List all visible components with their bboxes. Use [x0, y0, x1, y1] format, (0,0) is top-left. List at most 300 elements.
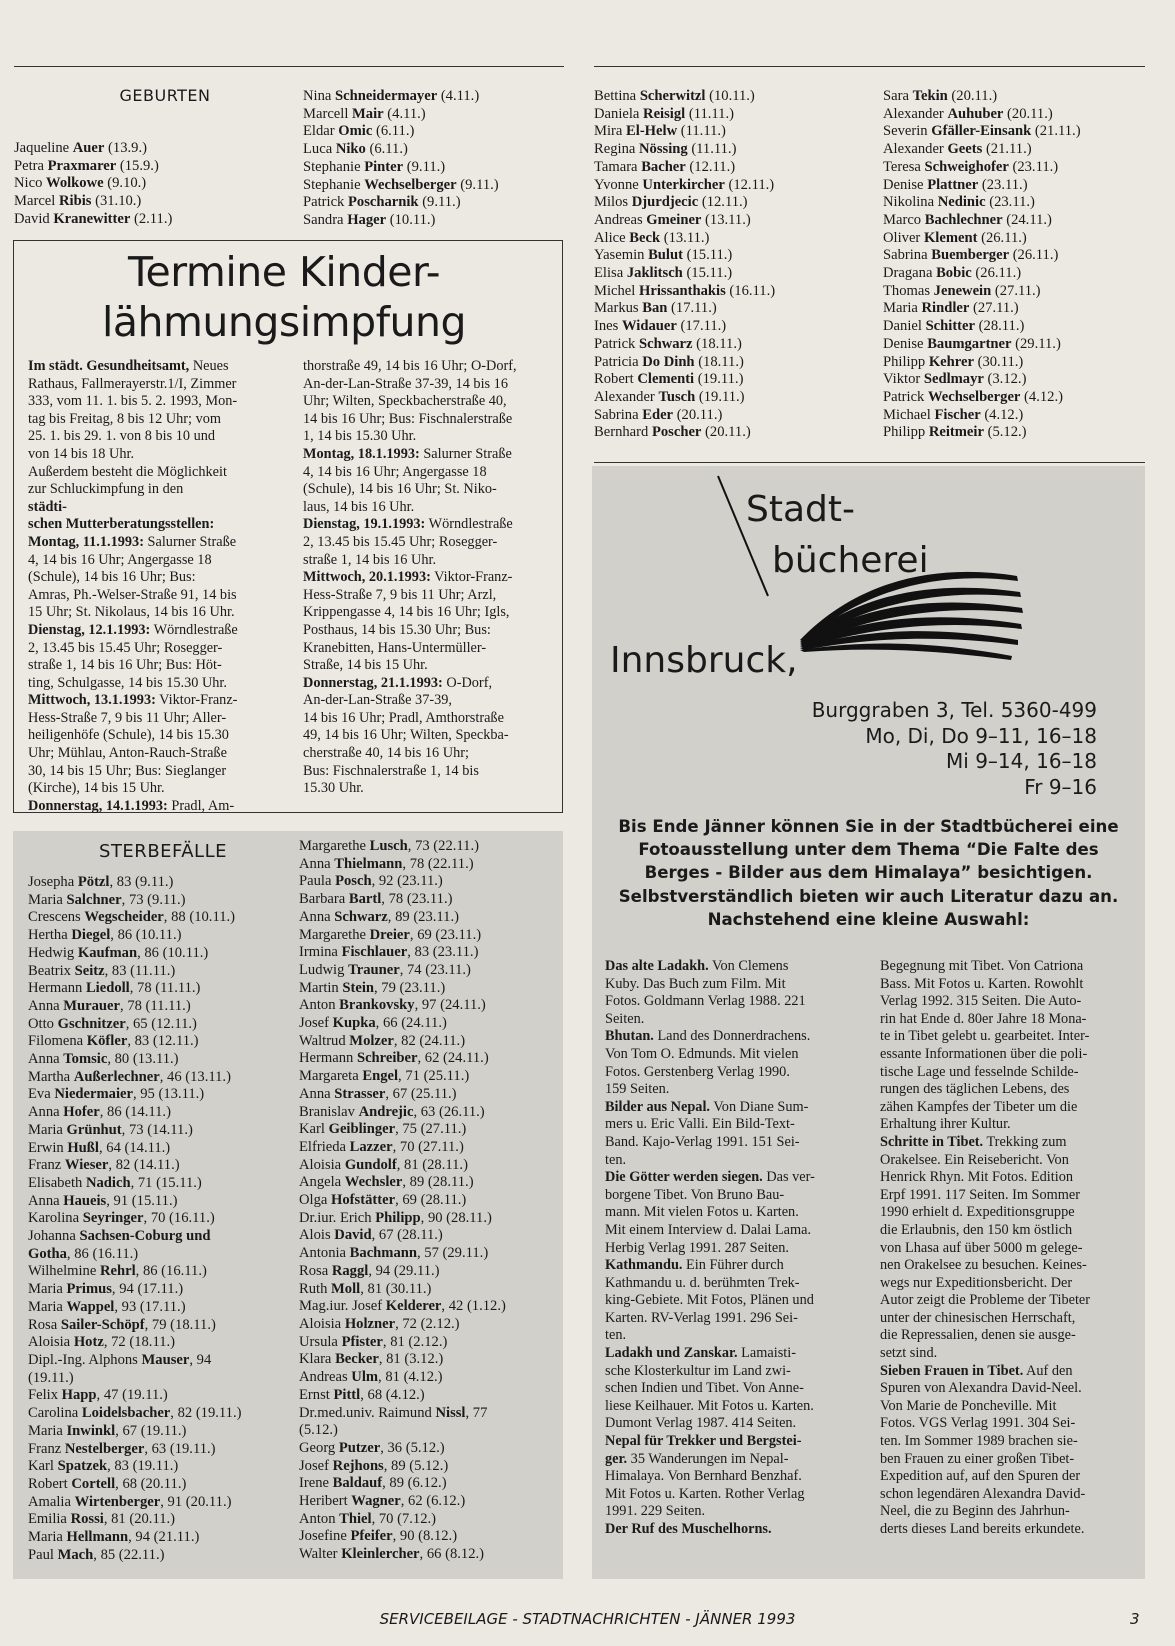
death-entry-post: , 94 (17.11.) — [111, 1281, 184, 1298]
book-line-text: wegs nur Expeditionsbericht. Der — [880, 1274, 1073, 1291]
death-entry — [28, 980, 288, 998]
death-entry-pre: Rosa — [299, 1262, 332, 1279]
birth-entry-pre: Eldar — [303, 123, 339, 140]
birth-entry-pre: Sara — [883, 88, 913, 104]
book-line-text: zähen Kampfes der Tibeter um die — [880, 1098, 1078, 1115]
death-entry-bold: Köfler — [86, 1033, 128, 1050]
birth-entry-bold: Eder — [642, 406, 674, 423]
book-line-text: Begegnung mit Tibet. Von Catriona — [880, 958, 1084, 974]
death-entry-pre: Emilia — [28, 1511, 71, 1528]
death-entry-pre: Maria — [28, 1298, 67, 1315]
birth-entry-post: (12.11.) — [685, 158, 736, 175]
death-entry-post: , 66 (24.11.) — [375, 1015, 447, 1032]
death-entry-pre: Maria — [28, 1281, 67, 1298]
buecherei-logo-stadt: Stadt- — [746, 489, 855, 530]
birth-entry-pre: Sabrina — [883, 247, 932, 264]
birth-entry-post: (23.11.) — [978, 176, 1028, 193]
birth-entry-post: (24.11.) — [1002, 211, 1052, 228]
impfung-line — [303, 446, 558, 464]
book-line — [880, 958, 1142, 976]
birth-entry-post: (29.11.) — [1011, 335, 1061, 352]
death-entry — [28, 1016, 288, 1034]
birth-entry-bold: Djurdjecic — [631, 194, 699, 211]
birth-entry-bold: Nedinic — [937, 194, 986, 211]
book-line-text: Fotos. Goldmann Verlag 1988. 221 — [605, 993, 806, 1010]
death-entry-pre: Dr.med.univ. Raimund — [299, 1404, 436, 1421]
death-entry-bold: Lusch — [369, 838, 408, 854]
death-entry — [299, 1351, 561, 1369]
book-line-bold: Sieben Frauen in Tibet. — [880, 1362, 1024, 1379]
birth-entry-pre: Marco — [883, 211, 925, 228]
impfung-line-text: Rathaus, Fallmerayerstr.1/I, Zimmer — [28, 375, 237, 392]
death-entry — [299, 1050, 561, 1068]
death-entry-post: , 81 (3.12.) — [378, 1351, 444, 1368]
impfung-line — [303, 534, 558, 552]
death-entry-post: , 70 (7.12.) — [371, 1510, 437, 1527]
death-entry-bold: Salchner — [66, 891, 122, 908]
birth-entry-pre: Marcell — [303, 105, 353, 122]
birth-entry — [594, 194, 874, 212]
book-line-text: rungen des täglichen Lebens, des — [880, 1081, 1070, 1098]
birth-entry-bold: Bobic — [936, 265, 972, 282]
footer-title: SERVICEBEILAGE - STADTNACHRICHTEN - JÄNNER 1993 — [379, 1610, 796, 1628]
buecherei-hours-mi: Mi 9–14, 16–18 — [946, 749, 1097, 773]
birth-entry-post: (17.11.) — [667, 300, 717, 317]
book-line — [880, 1398, 1142, 1416]
book-line-bold: Kathmandu. — [605, 1257, 683, 1274]
birth-entry-bold: Mair — [352, 105, 384, 122]
book-line-text: Auf den — [1023, 1362, 1073, 1379]
buecherei-rule — [594, 462, 1145, 463]
death-entry-pre: Anna — [299, 908, 335, 925]
birth-entry-bold: Auhuber — [947, 105, 1004, 122]
death-entry-pre: Elfrieda — [299, 1138, 350, 1155]
impfung-line-bold: Dienstag, 19.1.1993: — [303, 516, 426, 533]
death-entry-bold: David — [334, 1227, 372, 1244]
birth-entry — [594, 106, 874, 124]
book-line — [605, 1152, 867, 1170]
death-entry-bold: Gschnitzer — [57, 1015, 126, 1032]
birth-entry — [594, 123, 874, 141]
birth-entry-pre: Markus — [594, 300, 643, 317]
death-entry-post: , 72 (18.11.) — [103, 1334, 176, 1351]
death-entry-bold: Primus — [66, 1281, 112, 1298]
birth-entry — [594, 230, 874, 248]
book-line — [605, 993, 867, 1011]
death-entry-bold: Fischlauer — [341, 944, 408, 961]
death-entry — [28, 1476, 288, 1494]
impfung-line — [303, 499, 558, 517]
birth-entry — [883, 424, 1153, 442]
death-entry — [299, 980, 561, 998]
birth-entry-post: (21.11.) — [1031, 123, 1081, 140]
book-line — [605, 1169, 867, 1187]
death-entry — [299, 1174, 561, 1192]
birth-entry-bold: Bacher — [641, 158, 686, 175]
announcement-line: Bis Ende Jänner können Sie in der Stadtbücherei eine — [618, 817, 1119, 836]
death-entry-post: , 86 (14.11.) — [99, 1104, 171, 1121]
death-entry — [299, 997, 561, 1015]
death-entry-bold: Außerlechner — [73, 1068, 160, 1085]
book-line-text: schon legendären Alexandra David- — [880, 1485, 1086, 1502]
death-entry-bold: Bachmann — [349, 1245, 417, 1262]
death-entry — [299, 1086, 561, 1104]
death-entry-post: , 75 (27.11.) — [395, 1121, 467, 1138]
death-entry-bold: Nestelberger — [64, 1440, 145, 1457]
death-entry-pre: Irene — [299, 1475, 333, 1492]
birth-entry-pre: Stephanie — [303, 158, 365, 175]
impfung-column-1 — [28, 358, 283, 815]
death-entry-pre: Elisabeth — [28, 1174, 86, 1191]
death-entry-bold: Gundolf — [344, 1156, 397, 1173]
impfung-line-text: Wörndlestraße — [150, 621, 238, 638]
book-line-text: te in Tibet gelebt u. gearbeitet. Inter- — [880, 1028, 1090, 1045]
death-entry — [28, 1281, 288, 1299]
impfung-line — [28, 376, 283, 394]
book-line-text: nen Orakelsee zu besuchen. Keines- — [880, 1257, 1087, 1274]
death-entry-bold: Raggl — [331, 1262, 369, 1279]
death-entry — [299, 1245, 561, 1263]
book-line-text: Kuby. Das Buch zum Film. Mit — [605, 975, 786, 992]
impfung-line — [303, 727, 558, 745]
impfung-box — [13, 240, 563, 813]
death-entry-post: , 83 (11.11.) — [104, 962, 176, 979]
birth-entry — [303, 177, 563, 195]
death-entry-post: , 63 (19.11.) — [144, 1440, 216, 1457]
birth-entry-bold: Bachlechner — [924, 211, 1003, 228]
death-entry-pre: Andreas — [299, 1369, 352, 1386]
birth-entry-bold: Do Dinh — [642, 353, 695, 370]
death-entry-pre: Beatrix — [28, 962, 75, 979]
book-line — [605, 1433, 867, 1451]
birth-entry-post: (5.12.) — [983, 424, 1027, 441]
buecherei-address: Burggraben 3, Tel. 5360-499 — [811, 698, 1097, 722]
birth-entry-post: (15.9.) — [116, 157, 159, 174]
birth-entry-pre: Nikolina — [883, 194, 938, 211]
impfung-line-text: 4, 14 bis 16 Uhr; Angergasse 18 — [28, 551, 212, 568]
death-entry — [299, 1546, 561, 1564]
birth-entry — [14, 193, 284, 211]
birth-entry — [883, 336, 1153, 354]
death-entry — [299, 1263, 561, 1281]
death-entry-post: , 89 (23.11.) — [387, 908, 459, 925]
book-line — [605, 1380, 867, 1398]
birth-entry-pre: David — [14, 210, 54, 227]
death-entry — [28, 1069, 288, 1087]
birth-entry-bold: Ban — [642, 300, 668, 317]
death-entry-pre: Maria — [28, 891, 67, 908]
impfung-line — [28, 798, 283, 816]
impfung-line-text: ting, Schulgasse, 14 bis 15.30 Uhr. — [28, 674, 227, 691]
birth-entry — [883, 212, 1153, 230]
book-line-text: Autor zeigt die Probleme der Tibeter — [880, 1292, 1091, 1309]
book-line-text: Verlag 1992. 315 Seiten. Die Auto- — [880, 993, 1082, 1010]
death-entry — [299, 891, 561, 909]
death-entry-bold: Dreier — [369, 926, 410, 943]
book-line-text: die Erlaubnis, den 150 km östlich — [880, 1221, 1073, 1238]
death-entry-bold: Brankovsky — [339, 997, 415, 1014]
death-entry-post: (19.11.) — [28, 1369, 74, 1386]
birth-entry-bold: Gfäller-Einsank — [931, 123, 1032, 140]
death-entry-post: , 86 (10.11.) — [110, 927, 182, 944]
book-line — [880, 993, 1142, 1011]
book-line — [880, 1187, 1142, 1205]
death-entry-bold: Hofstätter — [331, 1192, 396, 1209]
death-entry — [28, 1263, 288, 1281]
death-entry-bold: Tomsic — [63, 1051, 108, 1068]
impfung-line — [28, 516, 283, 534]
birth-entry — [594, 318, 874, 336]
death-entry-post: , 78 (11.11.) — [120, 997, 191, 1014]
death-entry-pre: Aloisia — [299, 1156, 345, 1173]
death-entry-pre: Alois — [299, 1227, 335, 1244]
death-entry-pre: Hermann — [299, 1050, 357, 1067]
birth-entry-pre: Milos — [594, 194, 632, 211]
book-line — [880, 1046, 1142, 1064]
impfung-line — [28, 692, 283, 710]
birth-entry-bold: Poscharnik — [348, 194, 419, 211]
birth-entry-pre: Nico — [14, 175, 47, 192]
death-entry-bold: Engel — [362, 1068, 399, 1085]
death-entry-bold: Mach — [57, 1546, 94, 1563]
birth-entry-post: (11.11.) — [687, 141, 737, 158]
death-entry-post: , 71 (15.11.) — [130, 1174, 202, 1191]
announcement-line: Fotoausstellung unter dem Thema “Die Falte des — [638, 840, 1099, 860]
impfung-line-text: Uhr; Wilten, Speckbacherstraße 40, — [303, 393, 507, 410]
birth-entry-post: (26.11.) — [977, 229, 1027, 246]
birth-entry-post: (20.11.) — [673, 406, 723, 423]
book-line-text: derts dieses Land bereits erkundete. — [880, 1521, 1085, 1537]
birth-entry-pre: Daniela — [594, 105, 644, 122]
impfung-line — [28, 393, 283, 411]
book-line-text: Mit einem Interview d. Dalai Lama. — [605, 1221, 812, 1238]
impfung-line-text: Pradl, Am- — [167, 797, 235, 814]
death-entry-bold: Schwarz — [334, 908, 388, 925]
birth-entry — [594, 88, 874, 106]
death-entry-pre: Josef — [299, 1457, 333, 1474]
impfung-line — [303, 640, 558, 658]
death-entry-bold: Nadich — [85, 1174, 131, 1191]
book-line-text: ben Frauen zu einer großen Tibet- — [880, 1450, 1075, 1467]
birth-entry-post: (4.12.) — [980, 406, 1024, 423]
book-line-text: 159 Seiten. — [605, 1081, 670, 1098]
book-line-bold: Der Ruf des Muschelhorns. — [605, 1521, 772, 1537]
birth-entry-post: (13.9.) — [104, 140, 147, 156]
death-entry-post: , 81 (4.12.) — [378, 1369, 443, 1386]
impfung-line-text: straße 1, 14 bis 16 Uhr. — [303, 551, 437, 568]
impfung-line — [303, 411, 558, 429]
birth-entry — [303, 106, 563, 124]
birth-entry-post: (21.11.) — [982, 141, 1032, 158]
birth-entry — [883, 283, 1153, 301]
impfung-line-bold: Mittwoch, 13.1.1993: — [28, 692, 156, 709]
book-line-text: Dumont Verlag 1987. 414 Seiten. — [605, 1415, 797, 1432]
book-line — [605, 1398, 867, 1416]
birth-entry-post: (6.11.) — [372, 123, 415, 140]
sterbefaelle-column-1 — [28, 874, 288, 1564]
death-entry-bold: Hofer — [63, 1104, 100, 1121]
book-logo-graphic — [592, 466, 1145, 726]
death-entry-pre: Rosa — [28, 1316, 61, 1333]
death-entry-post: , 82 (19.11.) — [170, 1405, 242, 1422]
death-entry-bold: Wagner — [351, 1493, 401, 1510]
birth-entry-bold: Kehrer — [928, 353, 974, 370]
death-entry-bold: Liedoll — [85, 980, 130, 997]
birth-entry-bold: El-Helw — [626, 123, 678, 140]
birth-entry — [883, 177, 1153, 195]
death-entry — [299, 1104, 561, 1122]
impfung-line — [28, 411, 283, 429]
book-line-text: Karten. RV-Verlag 1991. 296 Sei- — [605, 1309, 798, 1326]
death-entry-pre: Filomena — [28, 1033, 87, 1050]
death-entry-bold: Thiel — [339, 1510, 372, 1527]
birth-entry-bold: Bulut — [648, 247, 683, 264]
impfung-line-text: Viktor-Franz- — [430, 569, 513, 586]
impfung-column-2 — [303, 358, 558, 798]
impfung-line-text: cherstraße 40, 14 bis 16 Uhr; — [303, 745, 469, 762]
death-entry-pre: Dr.iur. Erich — [299, 1209, 376, 1226]
impfung-line-text: thorstraße 49, 14 bis 16 Uhr; O-Dorf, — [303, 358, 517, 374]
death-entry-post: , 74 (23.11.) — [399, 961, 471, 978]
death-entry-post: , 63 (26.11.) — [413, 1103, 485, 1120]
death-entry — [28, 1547, 288, 1565]
death-entry-pre: Karolina — [28, 1210, 83, 1227]
impfung-line — [303, 692, 558, 710]
book-line-text: Expedition auf, auf den Spuren der — [880, 1468, 1081, 1485]
impfung-line — [28, 640, 283, 658]
death-entry-bold: Baldauf — [332, 1475, 383, 1492]
death-entry — [28, 1193, 288, 1211]
book-line — [605, 976, 867, 994]
death-entry-post: , 97 (24.11.) — [414, 997, 486, 1014]
book-line-text: Erhaltung ihrer Kultur. — [880, 1116, 1011, 1133]
birth-entry — [303, 88, 563, 106]
death-entry-pre: Martin — [299, 979, 343, 996]
birth-entry-pre: Andreas — [594, 211, 647, 228]
death-entry — [299, 1068, 561, 1086]
birth-entry-pre: Alexander — [883, 141, 948, 158]
birth-entry-pre: Daniel — [883, 318, 926, 335]
death-entry-pre: Hertha — [28, 927, 72, 944]
death-entry-pre: Carolina — [28, 1405, 82, 1422]
birth-entry-bold: Wolkowe — [46, 175, 104, 192]
birth-entry-bold: Schitter — [925, 318, 976, 335]
impfung-line — [28, 569, 283, 587]
book-line-text: Bass. Mit Fotos u. Karten. Rowohlt — [880, 975, 1084, 992]
book-line — [605, 1468, 867, 1486]
birth-entry — [594, 407, 874, 425]
death-entry-pre: Margarethe — [299, 926, 370, 943]
death-entry-post: , 73 (22.11.) — [407, 838, 479, 854]
death-entry-pre: Paul — [28, 1546, 58, 1563]
geburten-heading: GEBURTEN — [119, 86, 211, 105]
birth-entry — [594, 265, 874, 283]
impfung-line-bold: Mittwoch, 20.1.1993: — [303, 569, 431, 586]
death-entry-post: , 81 (28.11.) — [396, 1156, 468, 1173]
death-entry-post: , 77 — [465, 1404, 488, 1421]
impfung-line-text: Amras, Ph.-Welser-Straße 91, 14 bis — [28, 586, 237, 603]
death-entry — [28, 1086, 288, 1104]
death-entry-bold: Pfister — [341, 1333, 383, 1350]
book-line-text: ten. Im Sommer 1989 brachen sie- — [880, 1433, 1078, 1450]
book-line — [605, 1327, 867, 1345]
death-entry-pre: Anton — [299, 997, 340, 1014]
book-line-text: 1991. 229 Seiten. — [605, 1503, 706, 1520]
birth-entry-bold: Scherwitzl — [639, 88, 706, 104]
birth-entry — [883, 318, 1153, 336]
death-entry-bold: Trauner — [348, 961, 400, 978]
death-entry-bold: Seyringer — [82, 1210, 144, 1227]
impfung-line-text: Straße, 14 bis 15 Uhr. — [303, 657, 428, 674]
death-entry — [28, 1228, 288, 1246]
death-entry-pre: Eva — [28, 1086, 55, 1103]
impfung-line — [303, 569, 558, 587]
birth-entry-post: (10.11.) — [705, 88, 755, 104]
death-entry-post: , 92 (23.11.) — [371, 873, 443, 890]
death-entry-pre: Barbara — [299, 891, 349, 908]
death-entry — [299, 1139, 561, 1157]
book-line-text: essante Informationen über die poli- — [880, 1045, 1088, 1062]
birth-entry-bold: Wechselberger — [928, 388, 1021, 405]
death-entry-pre: Anna — [28, 997, 64, 1014]
birth-entry-pre: Alexander — [594, 388, 659, 405]
birth-entry-pre: Marcel — [14, 193, 59, 210]
birth-entry — [594, 177, 874, 195]
book-line — [605, 1081, 867, 1099]
death-entry-post: , 94 — [189, 1351, 212, 1368]
birth-entry-bold: Gmeiner — [646, 211, 702, 228]
impfung-line-bold: Montag, 11.1.1993: — [28, 533, 144, 550]
birth-entry-post: (9.11.) — [418, 194, 461, 211]
death-entry-bold: Strasser — [334, 1085, 386, 1102]
book-line — [880, 1222, 1142, 1240]
death-entry — [28, 1033, 288, 1051]
book-line-text: 1990 erhielt d. Expeditionsgruppe — [880, 1204, 1075, 1221]
book-line-text: setzt sind. — [880, 1345, 938, 1362]
death-entry-pre: Erwin — [28, 1139, 68, 1156]
death-entry-pre: Aloisia — [28, 1334, 74, 1351]
death-entry-pre: Olga — [299, 1192, 332, 1209]
death-entry-post: , 94 (21.11.) — [128, 1529, 200, 1546]
birth-entry-bold: Auer — [72, 140, 105, 156]
death-entry — [299, 1192, 561, 1210]
death-entry-pre: Heribert — [299, 1493, 352, 1510]
impfung-line — [303, 587, 558, 605]
death-entry-bold: Inwinkl — [66, 1422, 116, 1439]
book-line — [880, 1380, 1142, 1398]
death-entry-bold: Rossi — [70, 1511, 104, 1528]
death-entry-pre: Ursula — [299, 1333, 342, 1350]
buecherei-logo-innsbruck: Innsbruck, — [610, 640, 798, 681]
announcement-line: Selbstverständlich bieten wir auch Literatur dazu an. — [618, 886, 1119, 906]
birth-entry — [303, 159, 563, 177]
book-line-text: rin hat Ende d. 80er Jahre 18 Mona- — [880, 1010, 1087, 1027]
birth-entry — [883, 300, 1153, 318]
death-entry-bold: Mauser — [141, 1351, 190, 1368]
impfung-line-text: 15 Uhr; St. Nikolaus, 14 bis 16 Uhr. — [28, 604, 235, 621]
book-line-bold: Die Götter werden siegen. — [605, 1169, 763, 1186]
birth-entry — [594, 424, 874, 442]
death-entry-bold: Spatzek — [57, 1458, 108, 1475]
birth-entry-post: (3.12.) — [983, 371, 1027, 388]
birth-entry-post: (12.11.) — [724, 176, 775, 193]
impfung-line-bold: Montag, 18.1.1993: — [303, 445, 420, 462]
impfung-line-text: 15.30 Uhr. — [303, 780, 364, 797]
birth-entry-bold: Buemberger — [931, 247, 1010, 264]
impfung-line — [28, 481, 283, 499]
death-entry-bold: Gotha — [28, 1245, 67, 1262]
death-entry-pre: Maria — [28, 1121, 67, 1138]
